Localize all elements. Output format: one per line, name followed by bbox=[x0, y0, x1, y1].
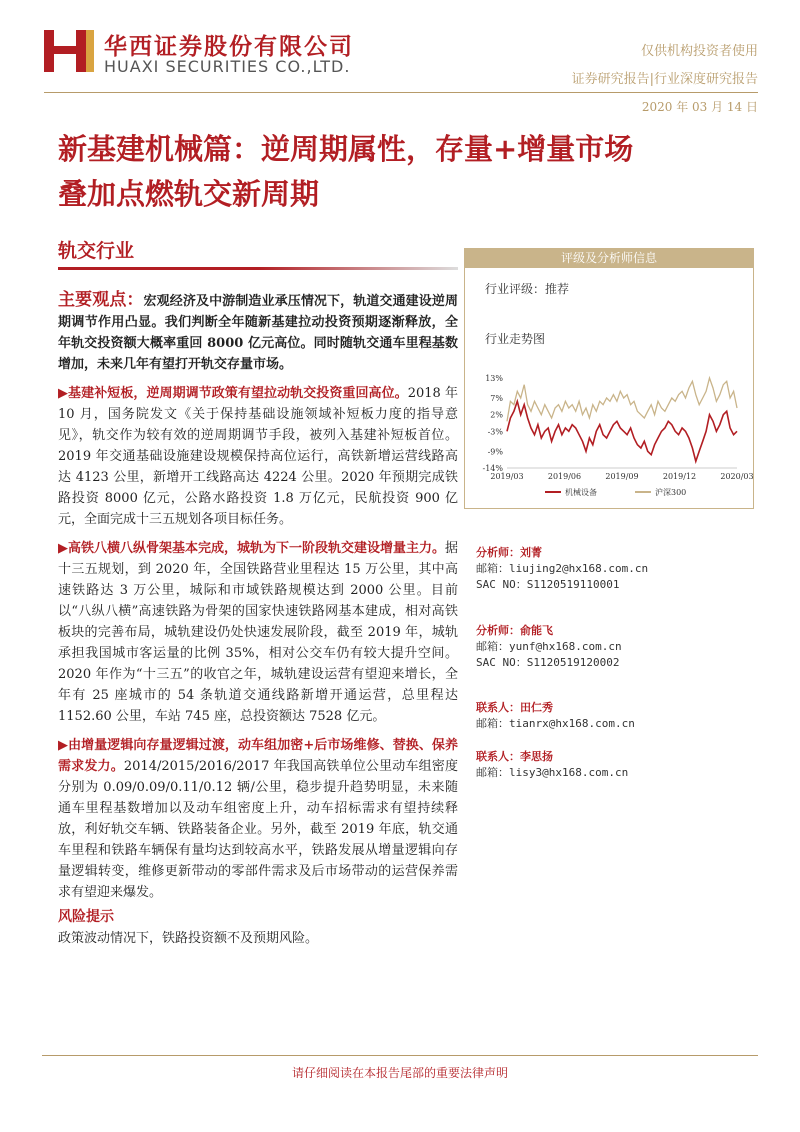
industry-underline bbox=[58, 267, 458, 270]
analyst-sac: SAC NO：S1120519110001 bbox=[476, 578, 620, 591]
title-line-2: 叠加点燃轨交新周期 bbox=[58, 177, 320, 211]
contact-1 bbox=[476, 700, 635, 732]
report-type: 证券研究报告|行业深度研究报告 bbox=[571, 72, 758, 87]
legal-notice: 请仔细阅读在本报告尾部的重要法律声明 bbox=[291, 1066, 508, 1080]
y-tick-label: 2% bbox=[490, 410, 503, 420]
company-name-en: HUAXI SECURITIES CO.,LTD. bbox=[104, 57, 351, 76]
bullet-1-title: ▶基建补短板，逆周期调节政策有望拉动轨交投资重回高位。 bbox=[58, 386, 408, 401]
bullet-2-body: 据十三五规划，到 2020 年，全国铁路营业里程达 15 万公里，其中高速铁路达 3 万公里，城际和市域铁路规模达到 2000 公里。目前以“八纵八横”高速铁路为骨架的国家快速铁路网基本建成，相对高铁板块的完善布局，城轨建设仍处快速发展阶段，截至 2019 年，城轨承担我国城市客运量的比例 35%，相对公交车仍有较大提升空间。2020 年作为“十三五”的收官之年，城轨建设运营有望迎来增长，全年有 25 座城市的 54 条轨道交通线路新增开通运营，总里程达 1152.60 公里，车站 745 座，总投资额达 7528 亿元。 bbox=[58, 541, 459, 724]
bullet-3-body: 2014/2015/2016/2017 年我国高铁单位公里动车组密度分别为 0.09/0.09/0.11/0.12 辆/公里，稳步提升趋势明显，未来随通车里程基数增加以及动车组密度上升，动车招标需求有望持续释放，利好轨交车辆、铁路装备企业。另外，截至 2019 年底，轨交通车里程和铁路车辆保有量均达到较高水平，铁路发展从增量逻辑向存量逻辑转变，维修更新带动的零部件需求及后市场带动的运营保养需求有望迎来爆发。 bbox=[58, 759, 458, 900]
x-tick-label: 2020/03 bbox=[720, 472, 754, 481]
trend-chart bbox=[475, 372, 754, 502]
risk-text: 政策波动情况下，铁路投资额不及预期风险。 bbox=[58, 931, 319, 946]
footer-divider bbox=[42, 1055, 758, 1056]
x-tick-label: 2019/12 bbox=[662, 472, 697, 481]
analyst-1 bbox=[476, 545, 648, 593]
y-tick-label: 7% bbox=[490, 394, 503, 403]
contact-email: 邮箱：lisy3@hx168.com.cn bbox=[476, 766, 629, 779]
risk-title: 风险提示 bbox=[58, 909, 114, 925]
legend-label-1: 沪深300 bbox=[655, 488, 687, 497]
bullet-1 bbox=[58, 383, 458, 530]
sidebar-header: 评级及分析师信息 bbox=[464, 248, 754, 268]
contact-name: 联系人：田仁秀 bbox=[476, 701, 553, 714]
x-tick-label: 2019/03 bbox=[490, 472, 524, 481]
main-content bbox=[58, 290, 458, 949]
key-viewpoint-label: 主要观点： bbox=[58, 290, 144, 310]
x-tick-label: 2019/09 bbox=[605, 472, 639, 481]
contact-email: 邮箱：tianrx@hx168.com.cn bbox=[476, 717, 635, 730]
y-tick-label: 13% bbox=[485, 374, 503, 383]
analyst-email: 邮箱：yunf@hx168.com.cn bbox=[476, 640, 622, 653]
industry-label: 轨交行业 bbox=[58, 240, 135, 262]
company-name-cn: 华西证券股份有限公司 bbox=[104, 34, 354, 60]
bullet-3-title: ▶由增量逻辑向存量逻辑过渡，动车组加密+后市场维修、替换、保养需求发力。 bbox=[58, 738, 458, 774]
key-viewpoint bbox=[58, 290, 458, 375]
bullet-2-title: ▶高铁八横八纵骨架基本完成，城轨为下一阶段轨交建设增量主力。 bbox=[58, 541, 445, 556]
analyst-sac: SAC NO：S1120519120002 bbox=[476, 656, 620, 669]
analyst-name: 分析师：刘菁 bbox=[476, 546, 542, 559]
analyst-2 bbox=[476, 623, 622, 671]
x-tick-label: 2019/06 bbox=[547, 472, 582, 481]
title-line-1: 新基建机械篇：逆周期属性，存量+增量市场 bbox=[58, 132, 634, 166]
series-line-0 bbox=[507, 401, 737, 461]
contact-name: 联系人：李思扬 bbox=[476, 750, 553, 763]
rating-sidebar bbox=[464, 248, 754, 509]
contact-2 bbox=[476, 749, 628, 781]
analyst-name: 分析师：俞能飞 bbox=[476, 624, 553, 637]
industry-rating: 行业评级：推荐 bbox=[485, 282, 570, 296]
y-tick-label: -14% bbox=[482, 464, 503, 473]
trend-label: 行业走势图 bbox=[485, 332, 546, 346]
bullet-1-body: 2018 年 10 月，国务院发文《关于保持基础设施领域补短板力度的指导意见》，轨交作为较有效的逆周期调节手段，被列入基建补短板首位。2019 年交通基础设施建设规模保持高位运行，高铁新增运营线路高达 4123 公里，新增开工线路高达 4224 公里。2020 年预期完成铁路投资 8000 亿元，公路水路投资 1.8 万亿元，民航投资 900 亿元，全面完成十三五规划各项目标任务。 bbox=[58, 386, 458, 527]
bullet-3 bbox=[58, 735, 458, 903]
sidebar-box bbox=[464, 268, 754, 509]
key-viewpoint-text: 宏观经济及中游制造业承压情况下，轨道交通建设逆周期调节作用凸显。我们判断全年随新基建拉动投资预期逐渐释放，全年轨交投资额大概率重回 8000 亿元高位。同时随轨交通车里程基数增加，未来几年有望打开轨交存量市场。 bbox=[58, 294, 458, 372]
series-line-1 bbox=[507, 378, 737, 421]
header-divider bbox=[44, 92, 758, 93]
huaxi-logo-icon bbox=[44, 26, 94, 76]
y-tick-label: -3% bbox=[487, 427, 503, 437]
report-date: 2020 年 03 月 14 日 bbox=[641, 100, 758, 114]
report-title bbox=[58, 127, 758, 217]
y-tick-label: -9% bbox=[487, 447, 503, 457]
audience-note: 仅供机构投资者使用 bbox=[640, 44, 758, 59]
analyst-email: 邮箱：liujing2@hx168.com.cn bbox=[476, 562, 649, 575]
legend-label-0: 机械设备 bbox=[565, 488, 597, 497]
bullet-2 bbox=[58, 538, 458, 727]
